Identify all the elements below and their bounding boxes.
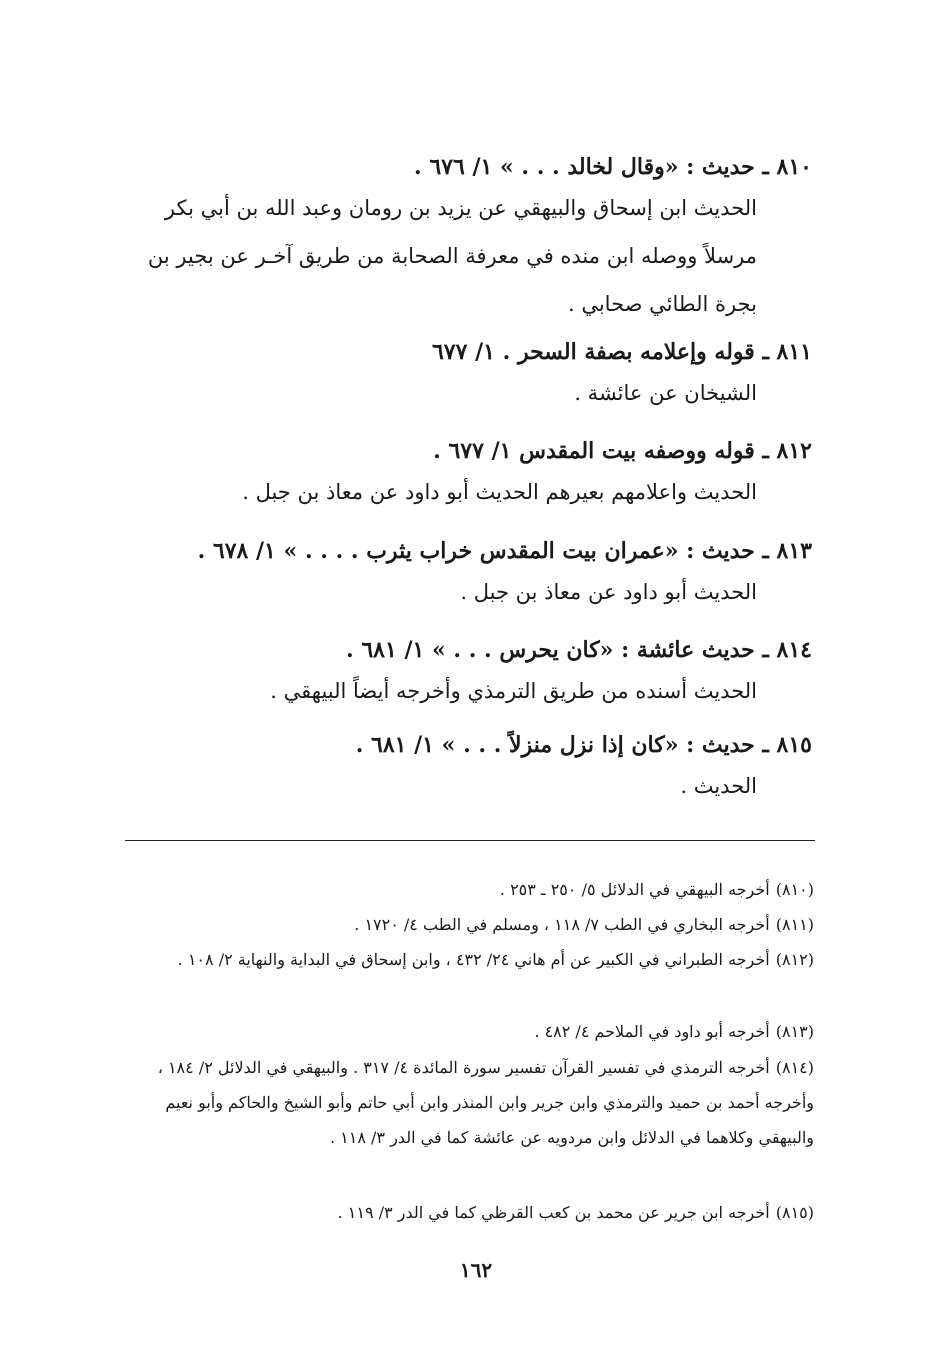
entry-heading-813: ٨١٣ ـ حديث : «عمران بيت المقدس خراب يثرب . . . . » ١/ ٦٧٨ . bbox=[197, 538, 812, 564]
footnote-number: (٨١١) bbox=[775, 915, 814, 934]
entry-heading-812: ٨١٢ ـ قوله ووصفه بيت المقدس ١/ ٦٧٧ . bbox=[433, 438, 812, 464]
footnote-815 bbox=[124, 1195, 814, 1230]
page-number: ١٦٢ bbox=[459, 1258, 493, 1282]
footnote-810 bbox=[124, 872, 814, 907]
entry-heading-814: ٨١٤ ـ حديث عائشة : «كان يحرس . . . » ١/ ٦٨١ . bbox=[346, 637, 812, 663]
footnote-text: أخرجه الطبراني في الكبير عن أم هاني ٢٤/ ٤٣٢ ، وابن إسحاق في البداية والنهاية ٢/ ١٠٨ . bbox=[177, 950, 770, 969]
footnote-number: (٨١٤) bbox=[775, 1058, 814, 1077]
entry-body-815: الحديث . bbox=[680, 774, 757, 798]
footnote-text: أخرجه البيهقي في الدلائل ٥/ ٢٥٠ ـ ٢٥٣ . bbox=[499, 880, 770, 899]
footnote-text: أخرجه البخاري في الطب ٧/ ١١٨ ، ومسلم في الطب ٤/ ١٧٢٠ . bbox=[354, 915, 770, 934]
footnote-text: أخرجه ابن جرير عن محمد بن كعب القرظي كما في الدر ٣/ ١١٩ . bbox=[337, 1203, 770, 1222]
footnote-number: (٨١٥) bbox=[775, 1203, 814, 1222]
entry-heading-810: ٨١٠ ـ حديث : «وقال لخالد . . . » ١/ ٦٧٦ . bbox=[414, 154, 812, 180]
footnote-number: (٨١٣) bbox=[775, 1022, 814, 1041]
entry-heading-811: ٨١١ ـ قوله وإعلامه بصفة السحر . ١/ ٦٧٧ bbox=[431, 339, 812, 365]
entry-heading-815: ٨١٥ ـ حديث : «كان إذا نزل منزلاً . . . » ١/ ٦٨١ . bbox=[355, 732, 812, 758]
entry-body-813: الحديث أبو داود عن معاذ بن جبل . bbox=[460, 580, 757, 604]
entry-body-812: الحديث واعلامهم بعيرهم الحديث أبو داود عن معاذ بن جبل . bbox=[242, 480, 757, 504]
entry-body-811: الشيخان عن عائشة . bbox=[574, 381, 757, 405]
footnote-number: (٨١٢) bbox=[775, 950, 814, 969]
footnote-text: أخرجه أبو داود في الملاحم ٤/ ٤٨٢ . bbox=[534, 1022, 770, 1041]
footnote-divider bbox=[125, 840, 815, 841]
footnote-number: (٨١٠) bbox=[775, 880, 814, 899]
footnote-814 bbox=[124, 1050, 814, 1155]
footnote-text: أخرجه الترمذي في تفسير القرآن تفسير سورة المائدة ٤/ ٣١٧ . والبيهقي في الدلائل ٢/ ١٨٤ ، وأخرجه أحمد بن حميد والترمذي وابن جرير وابن المنذر وابن أبي حاتم وأبو الشيخ والحاكم وأبو نعيم والبيهقي وكلاهما في الدلائل وابن مردويه عن عائشة كما في الدر ٣/ ١١٨ . bbox=[157, 1058, 814, 1147]
entry-body-814: الحديث أسنده من طريق الترمذي وأخرجه أيضاً البيهقي . bbox=[270, 679, 757, 703]
footnote-813 bbox=[124, 1014, 814, 1049]
footnote-811 bbox=[124, 907, 814, 942]
entry-body-810: الحديث ابن إسحاق والبيهقي عن يزيد بن رومان وعبد الله بن أبي بكر مرسلاً ووصله ابن منده في معرفة الصحابة من طريق آخـر عن بجير بن بجرة الطائي صحابي . bbox=[147, 196, 757, 316]
footnote-812 bbox=[124, 942, 814, 977]
